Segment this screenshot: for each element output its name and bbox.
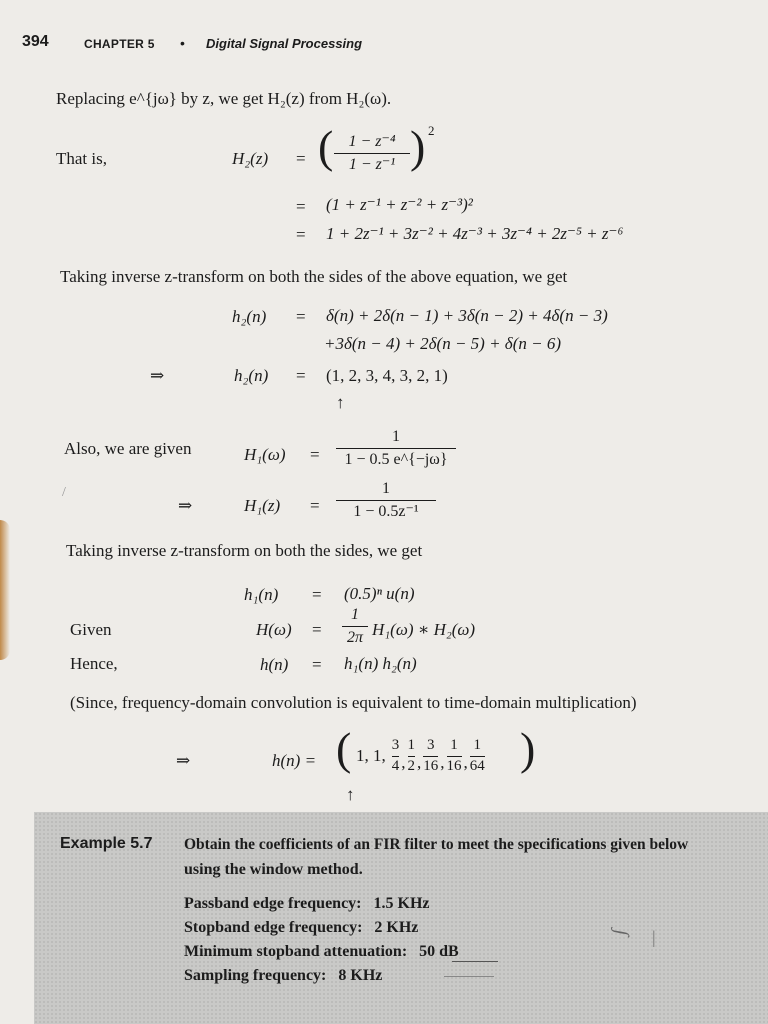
fraction-denominator: 16 (446, 757, 462, 774)
hence-label: Hence, (70, 654, 118, 673)
final-sequence (356, 734, 487, 778)
fraction-bar (336, 500, 436, 501)
h1w-lhs: H₁(ω) (244, 445, 286, 464)
equals-sign: = (296, 197, 306, 216)
fraction-numerator: 1 (473, 736, 481, 753)
fraction-denominator: 2 (407, 757, 415, 774)
intro-text: Replacing e^{jω} by z, we get H₂(z) from H₂(ω). (56, 89, 392, 108)
inverse-text-2: Taking inverse z-transform on both the sides, we get (66, 541, 423, 560)
final-lhs: h(n) = (272, 751, 317, 770)
equals-sign: = (296, 225, 306, 244)
hw-numerator: 1 (351, 606, 359, 623)
spec-value: 2 KHz (374, 919, 419, 936)
that-is-label: That is, (56, 149, 107, 168)
left-paren: ( (336, 723, 352, 774)
h1w-fraction (336, 428, 456, 468)
spec-row (184, 940, 584, 964)
h1n-rhs: (0.5)ⁿ u(n) (344, 584, 415, 603)
fraction-denominator: 4 (391, 757, 400, 774)
hw-denominator: 2π (346, 628, 363, 646)
equals-sign: = (312, 655, 322, 674)
pen-underline (444, 976, 494, 977)
fraction-denominator: 64 (469, 757, 485, 774)
fraction-bar (334, 153, 410, 154)
h2n-line2: +3δ(n − 4) + 2δ(n − 5) + δ(n − 6) (324, 334, 562, 353)
hn-lhs: h(n) (260, 655, 289, 674)
hw-fraction (342, 606, 368, 646)
h2z-numerator: 1 − z⁻⁴ (348, 133, 396, 150)
fraction-bar (408, 756, 416, 757)
pen-scribble: | (652, 927, 656, 947)
fraction-numerator: 3 (391, 736, 400, 753)
h2z-fraction (334, 133, 410, 173)
right-paren: ) (410, 121, 426, 172)
h1z-numerator: 1 (382, 480, 390, 497)
sequence-fraction (447, 738, 462, 775)
spec-list (184, 892, 584, 988)
sequence-comma: , (417, 753, 422, 772)
example-line-1: Obtain the coefficients of an FIR filter to meet the specifications given below (184, 836, 689, 853)
equals-sign: = (296, 366, 306, 385)
h2z-lhs: H₂(z) (232, 149, 269, 168)
implies-arrow: ⇒ (178, 496, 193, 515)
equals-sign: = (310, 496, 320, 515)
h1z-fraction (336, 480, 436, 520)
spec-value: 1.5 KHz (373, 895, 430, 912)
spec-label: Minimum stopband attenuation: (184, 943, 408, 960)
h2n-line1: δ(n) + 2δ(n − 1) + 3δ(n − 2) + 4δ(n − 3) (326, 306, 608, 325)
spec-row (184, 892, 584, 916)
fraction-numerator: 1 (407, 736, 415, 753)
fraction-bar (336, 448, 456, 449)
h1w-numerator: 1 (392, 428, 400, 445)
left-paren: ( (318, 121, 334, 172)
chapter-label: CHAPTER 5 (84, 37, 155, 51)
sequence-fraction (392, 738, 400, 775)
spec-label: Sampling frequency: (184, 967, 327, 984)
implies-arrow: ⇒ (176, 751, 191, 770)
h2z-denominator: 1 − z⁻¹ (348, 155, 396, 173)
also-given-text: Also, we are given (64, 439, 192, 458)
sequence-comma: , (401, 753, 406, 772)
h2n-lhs: h₂(n) (232, 307, 267, 326)
h2z-line2: (1 + z⁻¹ + z⁻² + z⁻³)² (326, 195, 473, 214)
fraction-bar (470, 756, 485, 757)
equals-sign: = (296, 307, 306, 326)
header-separator: • (180, 35, 185, 51)
sequence-term: 1, 1, (356, 746, 386, 765)
pen-scribble: ∫ (607, 927, 631, 937)
example-line-2: using the window method. (184, 861, 363, 878)
fraction-bar (447, 756, 462, 757)
spec-row (184, 964, 584, 988)
h2n-lhs-2: h₂(n) (234, 366, 269, 385)
hn-rhs: h₁(n) h₂(n) (344, 654, 417, 673)
pen-underline (452, 961, 498, 962)
spec-label: Passband edge frequency: (184, 895, 362, 912)
spec-value: 50 dB (419, 943, 459, 960)
page-number: 394 (22, 33, 49, 50)
origin-arrow-2: ↑ (346, 785, 355, 804)
equals-sign: = (296, 149, 306, 168)
fraction-numerator: 3 (427, 736, 435, 753)
h1n-lhs: h₁(n) (244, 585, 279, 604)
h1w-denominator: 1 − 0.5 e^{−jω} (344, 450, 448, 468)
hw-lhs: H(ω) (256, 620, 292, 639)
implies-arrow: ⇒ (150, 366, 165, 385)
chapter-title: Digital Signal Processing (206, 36, 363, 51)
fraction-bar (423, 756, 438, 757)
h2z-power: 2 (428, 123, 435, 138)
given-label: Given (70, 620, 112, 639)
example-label: Example 5.7 (60, 835, 153, 852)
equals-sign: = (312, 585, 322, 604)
spec-label: Stopband edge frequency: (184, 919, 363, 936)
sequence-fraction (470, 738, 485, 775)
fraction-numerator: 1 (450, 736, 458, 753)
sequence-comma: , (463, 753, 468, 772)
equals-sign: = (310, 445, 320, 464)
h1z-denominator: 1 − 0.5z⁻¹ (353, 502, 419, 520)
h2z-line3: 1 + 2z⁻¹ + 3z⁻² + 4z⁻³ + 3z⁻⁴ + 2z⁻⁵ + z⁻⁶ (326, 224, 624, 243)
h1z-lhs: H₁(z) (244, 496, 281, 515)
spec-value: 8 KHz (338, 967, 383, 984)
sequence-fraction (423, 738, 438, 775)
equals-sign: = (312, 620, 322, 639)
page-edge-shadow (0, 520, 10, 660)
h2n-sequence: (1, 2, 3, 4, 3, 2, 1) (326, 366, 448, 385)
hw-rhs: H₁(ω) ∗ H₂(ω) (372, 620, 476, 639)
fraction-bar (342, 626, 368, 627)
spec-row (184, 916, 584, 940)
origin-arrow-1: ↑ (336, 393, 345, 412)
pen-mark: / (62, 485, 66, 500)
fraction-denominator: 16 (423, 757, 439, 774)
since-note: (Since, frequency-domain convolution is equivalent to time-domain multiplication) (70, 693, 637, 712)
sequence-fraction (408, 738, 416, 775)
sequence-comma: , (440, 753, 445, 772)
right-paren: ) (520, 723, 536, 774)
inverse-text-1: Taking inverse z-transform on both the sides of the above equation, we get (60, 267, 568, 286)
fraction-bar (392, 756, 400, 757)
